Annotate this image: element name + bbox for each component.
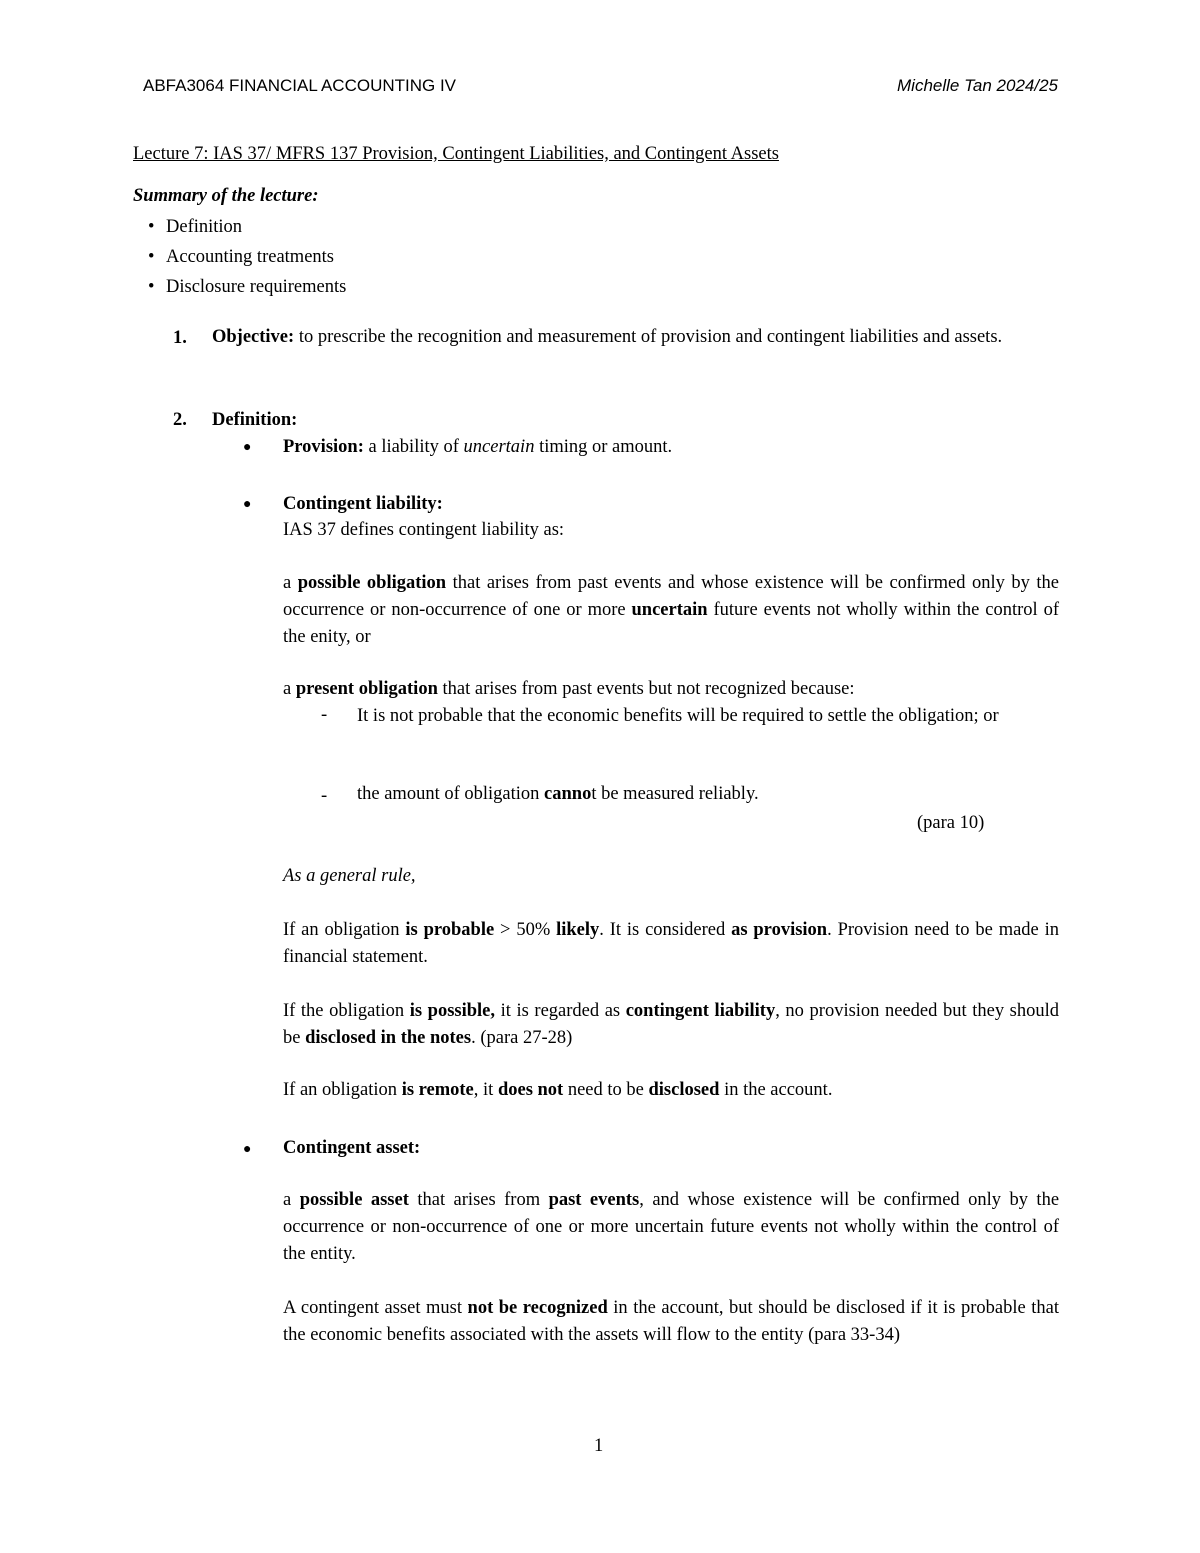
objective-paragraph: Objective: to prescribe the recognition and measurement of provision and contingent liabilities and assets. bbox=[212, 327, 1003, 347]
para-reference: (para 10) bbox=[917, 813, 985, 833]
rule-remote: If an obligation is remote, it does not need to be disclosed in the account. bbox=[283, 1080, 833, 1100]
present-obligation-paragraph: a present obligation that arises from past events but not recognized because: bbox=[283, 679, 855, 699]
section-number: 1. bbox=[173, 328, 187, 348]
contingent-asset-definition: a possible asset that arises from past events, and whose existence will be confirmed only by the occurrence or non-occurrence of one or more uncertain future events not wholly within the control of the entity. bbox=[283, 1190, 1060, 1264]
bullet-icon: • bbox=[148, 277, 155, 297]
bullet-icon: ● bbox=[243, 440, 252, 455]
contingent-asset-rule: A contingent asset must not be recognized in the account, but should be disclosed if it is probable that the economic benefits associated with the assets will flow to the entity (para 33-34) bbox=[283, 1298, 1060, 1345]
header-course: ABFA3064 FINANCIAL ACCOUNTING IV bbox=[143, 76, 457, 95]
page-number: 1 bbox=[594, 1436, 604, 1456]
contingent-liability-intro: IAS 37 defines contingent liability as: bbox=[283, 520, 565, 540]
rule-probable: If an obligation is probable > 50% likely. It is considered as provision. Provision need to be made in financial statement. bbox=[283, 920, 1060, 967]
section-number: 2. bbox=[173, 410, 187, 430]
summary-item: • Definition bbox=[148, 217, 243, 237]
contingent-asset-heading: Contingent asset: bbox=[283, 1138, 421, 1158]
condition-not-measurable: the amount of obligation cannot be measured reliably. bbox=[357, 784, 759, 804]
contingent-liability-heading: Contingent liability: bbox=[283, 494, 443, 514]
lecture-title: Lecture 7: IAS 37/ MFRS 137 Provision, Contingent Liabilities, and Contingent Assets bbox=[133, 144, 779, 164]
dash-marker: - bbox=[321, 786, 328, 806]
bullet-icon: • bbox=[148, 247, 155, 267]
provision-definition: Provision: a liability of uncertain timing or amount. bbox=[283, 437, 673, 457]
rule-possible: If the obligation is possible, it is regarded as contingent liability, no provision needed but they should be disclosed in the notes. (para 27-28) bbox=[283, 1001, 1059, 1048]
header-author-year: Michelle Tan 2024/25 bbox=[897, 76, 1058, 95]
summary-item: • Accounting treatments bbox=[148, 247, 334, 267]
summary-heading: Summary of the lecture: bbox=[133, 186, 319, 206]
condition-not-probable: It is not probable that the economic benefits will be required to settle the obligation; or bbox=[357, 706, 999, 726]
possible-obligation-paragraph: a possible obligation that arises from past events and whose existence will be confirmed only by the occurrence or non-occurrence of one or more uncertain future events not wholly within the control of the enity, or bbox=[283, 573, 1060, 647]
definition-heading: Definition: bbox=[212, 410, 298, 430]
bullet-icon: ● bbox=[243, 1142, 252, 1157]
bullet-icon: • bbox=[148, 217, 155, 237]
summary-item: • Disclosure requirements bbox=[148, 277, 347, 297]
dash-marker: - bbox=[321, 705, 328, 725]
general-rule-heading: As a general rule, bbox=[283, 866, 416, 886]
bullet-icon: ● bbox=[243, 497, 252, 512]
